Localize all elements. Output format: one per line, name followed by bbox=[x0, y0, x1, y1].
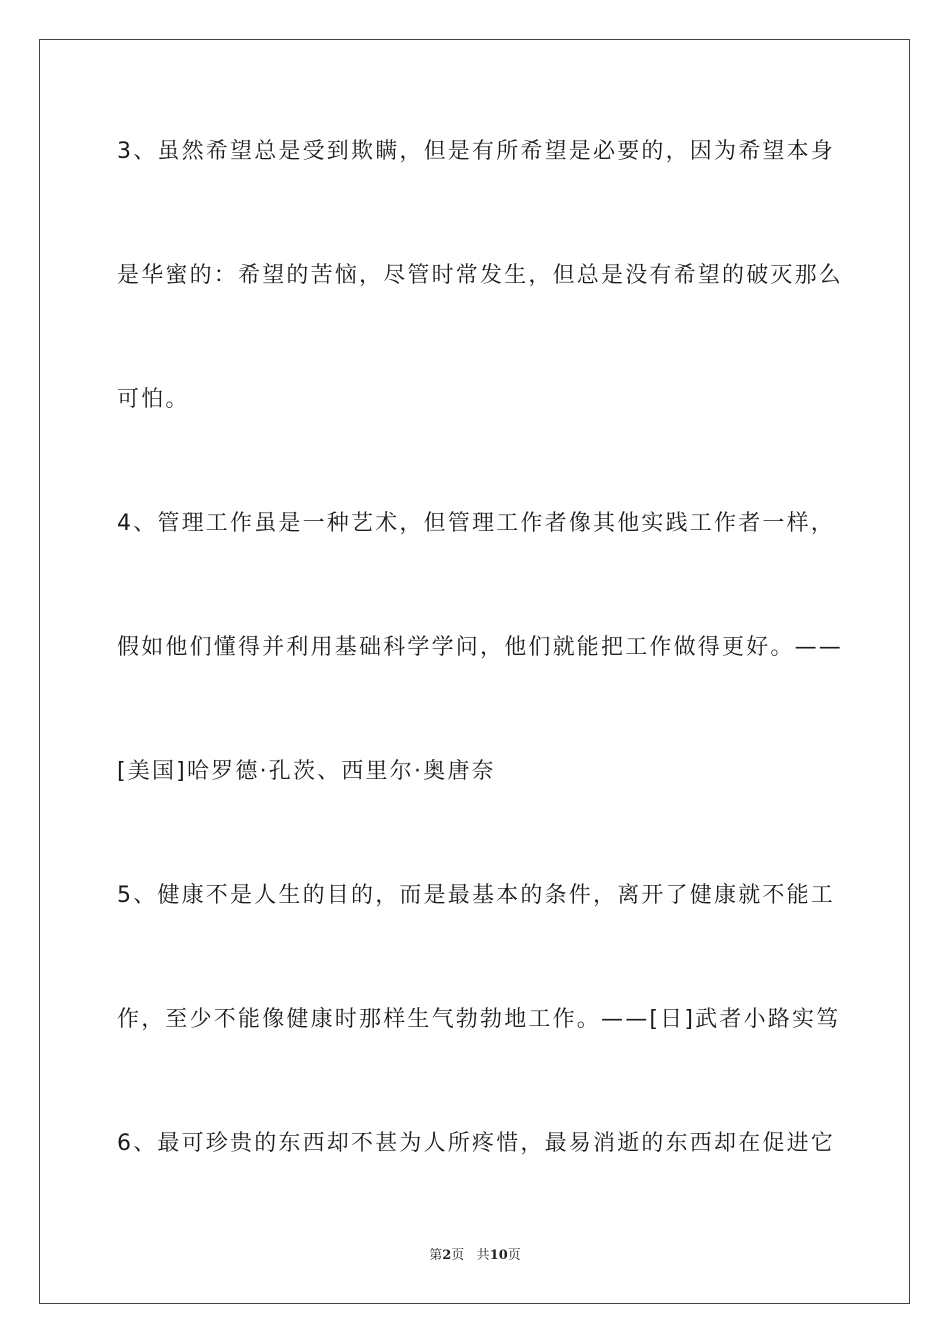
text-line-8: 作，至少不能像健康时那样生气勃勃地工作。——[日]武者小路实笃 bbox=[117, 1007, 841, 1032]
text-line-5: 假如他们懂得并利用基础科学学问，他们就能把工作做得更好。—— bbox=[117, 635, 844, 660]
page-suffix: 页 bbox=[451, 1248, 465, 1263]
total-suffix: 页 bbox=[507, 1248, 521, 1263]
page-prefix: 第 bbox=[429, 1248, 443, 1263]
total-prefix: 共 bbox=[476, 1248, 490, 1263]
text-line-3: 可怕。 bbox=[117, 387, 190, 412]
text-line-9: 6、最可珍贵的东西却不甚为人所疼惜，最易消逝的东西却在促进它 bbox=[117, 1131, 835, 1156]
text-line-6: [美国]哈罗德·孔茨、西里尔·奥唐奈 bbox=[117, 759, 496, 784]
page-footer bbox=[0, 1246, 950, 1266]
text-line-1: 3、虽然希望总是受到欺瞒，但是有所希望是必要的，因为希望本身 bbox=[117, 139, 835, 164]
total-pages: 10 bbox=[489, 1248, 508, 1263]
text-line-4: 4、管理工作虽是一种艺术，但管理工作者像其他实践工作者一样， bbox=[117, 511, 835, 536]
page-number: 2 bbox=[442, 1248, 452, 1263]
text-line-2: 是华蜜的：希望的苦恼，尽管时常发生，但总是没有希望的破灭那么 bbox=[117, 263, 844, 288]
text-line-7: 5、健康不是人生的目的，而是最基本的条件，离开了健康就不能工 bbox=[117, 883, 835, 908]
page-border bbox=[39, 39, 910, 1304]
